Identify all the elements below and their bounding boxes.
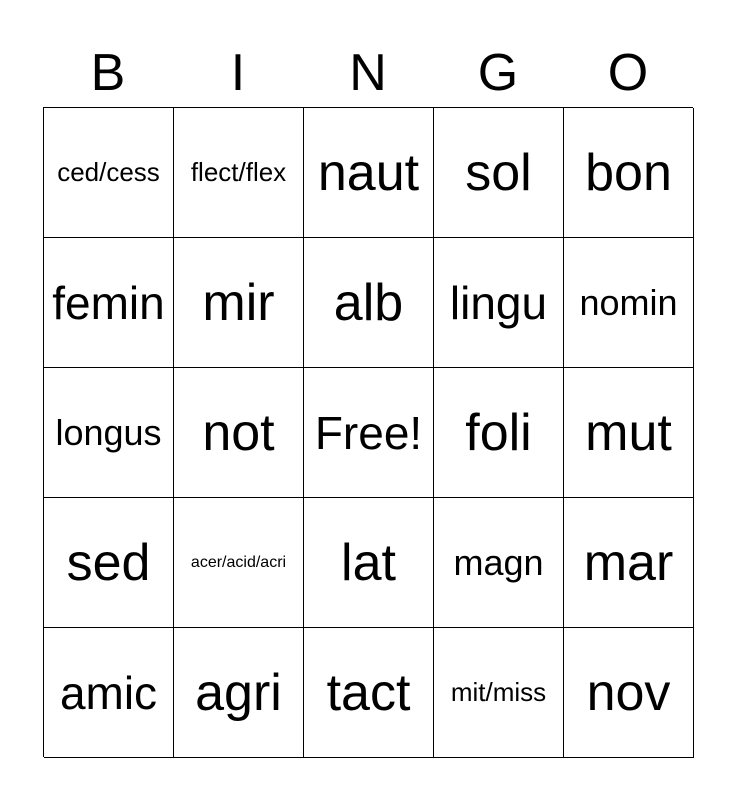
bingo-cell-r3-c2[interactable]: not <box>174 368 304 498</box>
bingo-cell-r3-c5[interactable]: mut <box>564 368 694 498</box>
bingo-cell-r3-c1[interactable]: longus <box>44 368 174 498</box>
bingo-cell-r1-c3[interactable]: naut <box>304 108 434 238</box>
bingo-cell-r5-c3[interactable]: tact <box>304 628 434 758</box>
bingo-cell-r2-c1[interactable]: femin <box>44 238 174 368</box>
bingo-cell-r5-c1[interactable]: amic <box>44 628 174 758</box>
bingo-cell-r1-c1[interactable]: ced/cess <box>44 108 174 238</box>
bingo-cell-r4-c1[interactable]: sed <box>44 498 174 628</box>
bingo-cell-r2-c2[interactable]: mir <box>174 238 304 368</box>
header-letter-o: O <box>607 44 649 102</box>
bingo-cell-r4-c3[interactable]: lat <box>304 498 434 628</box>
bingo-cell-r2-c3[interactable]: alb <box>304 238 434 368</box>
bingo-cell-r5-c2[interactable]: agri <box>174 628 304 758</box>
header-letter-i: I <box>230 44 246 102</box>
bingo-cell-r1-c4[interactable]: sol <box>434 108 564 238</box>
bingo-cell-free[interactable]: Free! <box>304 368 434 498</box>
bingo-board <box>43 107 693 757</box>
bingo-cell-r5-c4[interactable]: mit/miss <box>434 628 564 758</box>
bingo-cell-r1-c5[interactable]: bon <box>564 108 694 238</box>
bingo-header <box>43 40 693 106</box>
bingo-cell-r2-c5[interactable]: nomin <box>564 238 694 368</box>
bingo-cell-r5-c5[interactable]: nov <box>564 628 694 758</box>
bingo-cell-r4-c4[interactable]: magn <box>434 498 564 628</box>
header-letter-n: N <box>349 44 387 102</box>
header-letter-g: G <box>477 44 519 102</box>
bingo-cell-r4-c5[interactable]: mar <box>564 498 694 628</box>
bingo-cell-r3-c4[interactable]: foli <box>434 368 564 498</box>
bingo-cell-r2-c4[interactable]: lingu <box>434 238 564 368</box>
bingo-cell-r4-c2[interactable]: acer/acid/acri <box>174 498 304 628</box>
header-letter-b: B <box>90 44 126 102</box>
bingo-cell-r1-c2[interactable]: flect/flex <box>174 108 304 238</box>
